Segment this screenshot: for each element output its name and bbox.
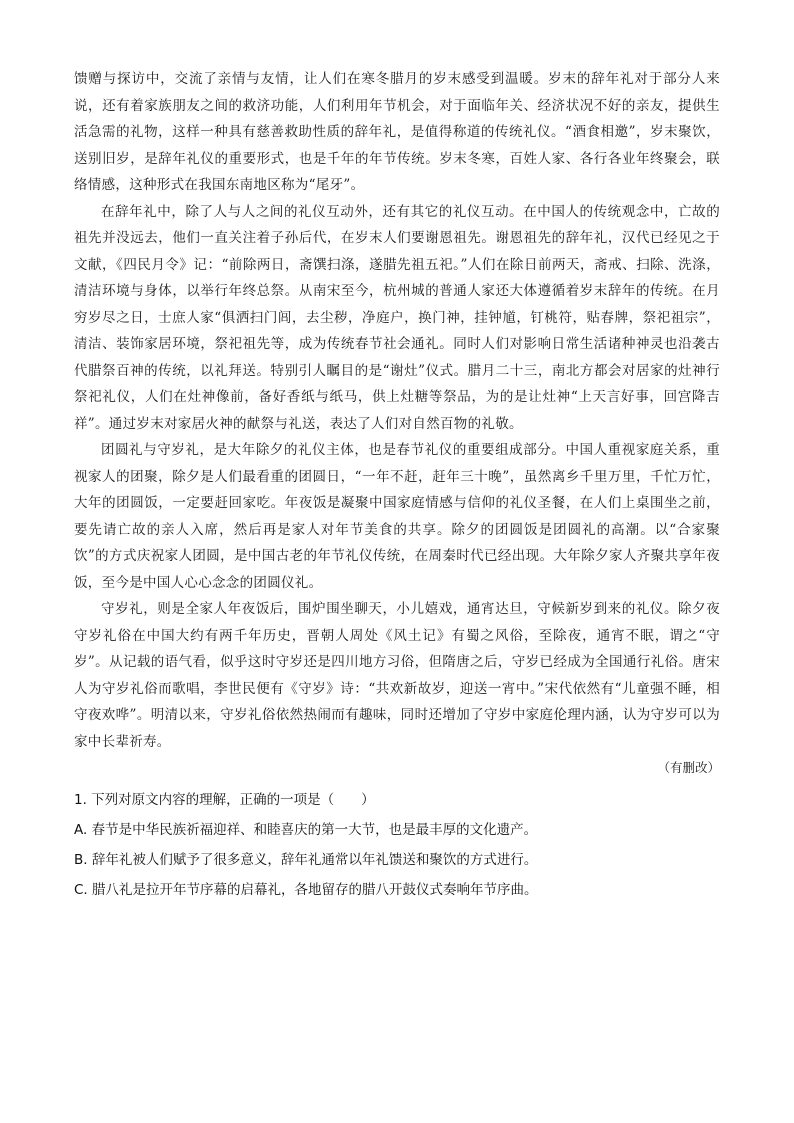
source-note: （有删改） [657, 760, 720, 775]
article-paragraph-2: 在辞年礼中，除了人与人之间的礼仪互动外，还有其它的礼仪互动。在中国人的传统观念中，亡故的祖先并没远去，他们一直关注着子孙后代，在岁末人们要谢恩祖先。谢恩祖先的辞年礼，汉代已经见之于文献，《四民月令》记：“前除两日，斋馔扫涤，遂腊先祖五祀。”人们在除日前两天，斋戒、扫除、洗涤，清洁环境与身体，以举行年终总祭。从南宋至今，杭州城的普通人家还大体遵循着岁末辞年的传统。在月穷岁尽之日，士庶人家“俱洒扫门闾，去尘秽，净庭户，换门神，挂钟馗，钉桃符，贴春牌，祭祀祖宗”，清洁、装饰家居环境，祭祀祖先等，成为传统春节社会通礼。同时人们对影响日常生活诸种神灵也沿袭古代腊祭百神的传统，以礼拜送。特别引人瞩目的是“谢灶”仪式。腊月二十三，南北方都会对居家的灶神行祭祀礼仪，人们在灶神像前，备好香纸与纸马，供上灶糖等祭品，为的是让灶神“上天言好事，回宫降吉祥”。通过岁末对家居火神的献祭与礼送，表达了人们对自然百物的礼敬。 [74, 203, 720, 432]
article-paragraph-1: 馈赠与探访中，交流了亲情与友情，让人们在寒冬腊月的岁末感受到温暖。岁末的辞年礼对于部分人来说，还有着家族朋友之间的救济功能，人们利用年节机会，对于面临年关、经济状况不好的亲友，提供生活急需的礼物，这样一种具有慈善救助性质的辞年礼，是值得称道的传统礼仪。“酒食相邀”，岁末聚饮，送别旧岁，是辞年礼仪的重要形式，也是千年的年节传统。岁末冬寒，百姓人家、各行各业年终聚会，联络情感，这种形式在我国东南地区称为“尾牙”。 [74, 71, 720, 193]
option-a: A. 春节是中华民族祈福迎祥、和睦喜庆的第一大节，也是最丰厚的文化遗产。 [74, 822, 538, 838]
option-c: C. 腊八礼是拉开年节序幕的启幕礼，各地留存的腊八开鼓仪式奏响年节序曲。 [74, 882, 538, 898]
option-b: B. 辞年礼被人们赋予了很多意义，辞年礼通常以年礼馈送和聚饮的方式进行。 [74, 852, 538, 868]
article-paragraph-3: 团圆礼与守岁礼，是大年除夕的礼仪主体，也是春节礼仪的重要组成部分。中国人重视家庭关系，重视家人的团聚，除夕是人们最看重的团圆日，“一年不赶，赶年三十晚”，虽然离乡千里万里，千忙万忙，大年的团圆饭，一定要赶回家吃。年夜饭是凝聚中国家庭情感与信仰的礼仪圣餐，在人们上桌围坐之前，要先请亡故的亲人入席，然后再是家人对年节美食的共享。除夕的团圆饭是团圆礼的高潮。以“合家聚饮”的方式庆祝家人团圆，是中国古老的年节礼仪传统，在周秦时代已经出现。大年除夕家人齐聚共享年夜饭，至今是中国人心心念念的团圆仪礼。 [74, 442, 720, 591]
document-page [74, 66, 720, 905]
question-stem: 1. 下列对原文内容的理解，正确的一项是（ ） [74, 792, 375, 808]
article-paragraph-4: 守岁礼，则是全家人年夜饭后，围炉围坐聊天，小儿嬉戏，通宵达旦，守候新岁到来的礼仪。除夕夜守岁礼俗在中国大约有两千年历史，晋朝人周处《风土记》有蜀之风俗，至除夜，通宵不眠，谓之“守岁”。从记载的语气看，似乎这时守岁还是四川地方习俗，但隋唐之后，守岁已经成为全国通行礼俗。唐宋人为守岁礼俗而歌唱，李世民便有《守岁》诗：“共欢新故岁，迎送一宵中。”宋代依然有“儿童强不睡，相守夜欢哗”。明清以来，守岁礼俗依然热闹而有趣味，同时还增加了守岁中家庭伦理内涵，认为守岁可以为家中长辈祈寿。 [74, 601, 720, 750]
